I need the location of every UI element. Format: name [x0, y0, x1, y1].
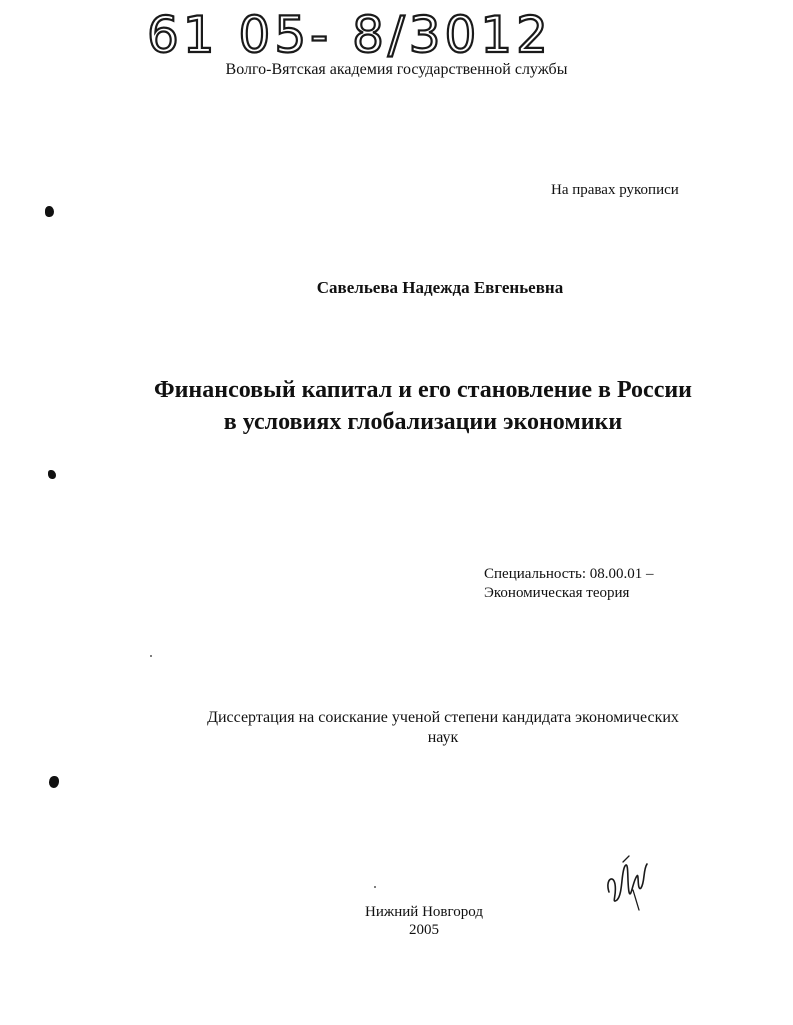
author-name: Савельева Надежда Евгеньевна [316, 278, 564, 297]
ink-blot-icon [49, 776, 59, 788]
title-line-2: в условиях глобализации экономики [223, 409, 623, 435]
scan-speck [150, 655, 152, 657]
dissertation-title [0, 374, 793, 438]
title-line-1: Финансовый капитал и его становление в России [153, 377, 693, 403]
place-and-year [0, 903, 793, 939]
handwritten-archive-number [145, 2, 645, 64]
ink-blot-icon [45, 206, 54, 217]
ink-blot-icon [48, 470, 56, 479]
rights-notice: На правах рукописи [551, 182, 679, 198]
degree-line-1: Диссертация на соискание ученой степени кандидата экономических [207, 709, 679, 726]
specialty-block [484, 565, 653, 603]
degree-statement [173, 708, 713, 748]
specialty-name: Экономическая теория [484, 585, 630, 601]
specialty-code: Специальность: 08.00.01 – [484, 566, 654, 582]
institution-name: Волго-Вятская академия государственной службы [225, 61, 568, 78]
degree-line-2: наук [427, 729, 459, 746]
year: 2005 [409, 922, 439, 938]
city-name: Нижний Новгород [365, 904, 483, 920]
scan-speck [374, 886, 376, 888]
archive-number-text: 61 05- 8/3012 [147, 6, 552, 64]
